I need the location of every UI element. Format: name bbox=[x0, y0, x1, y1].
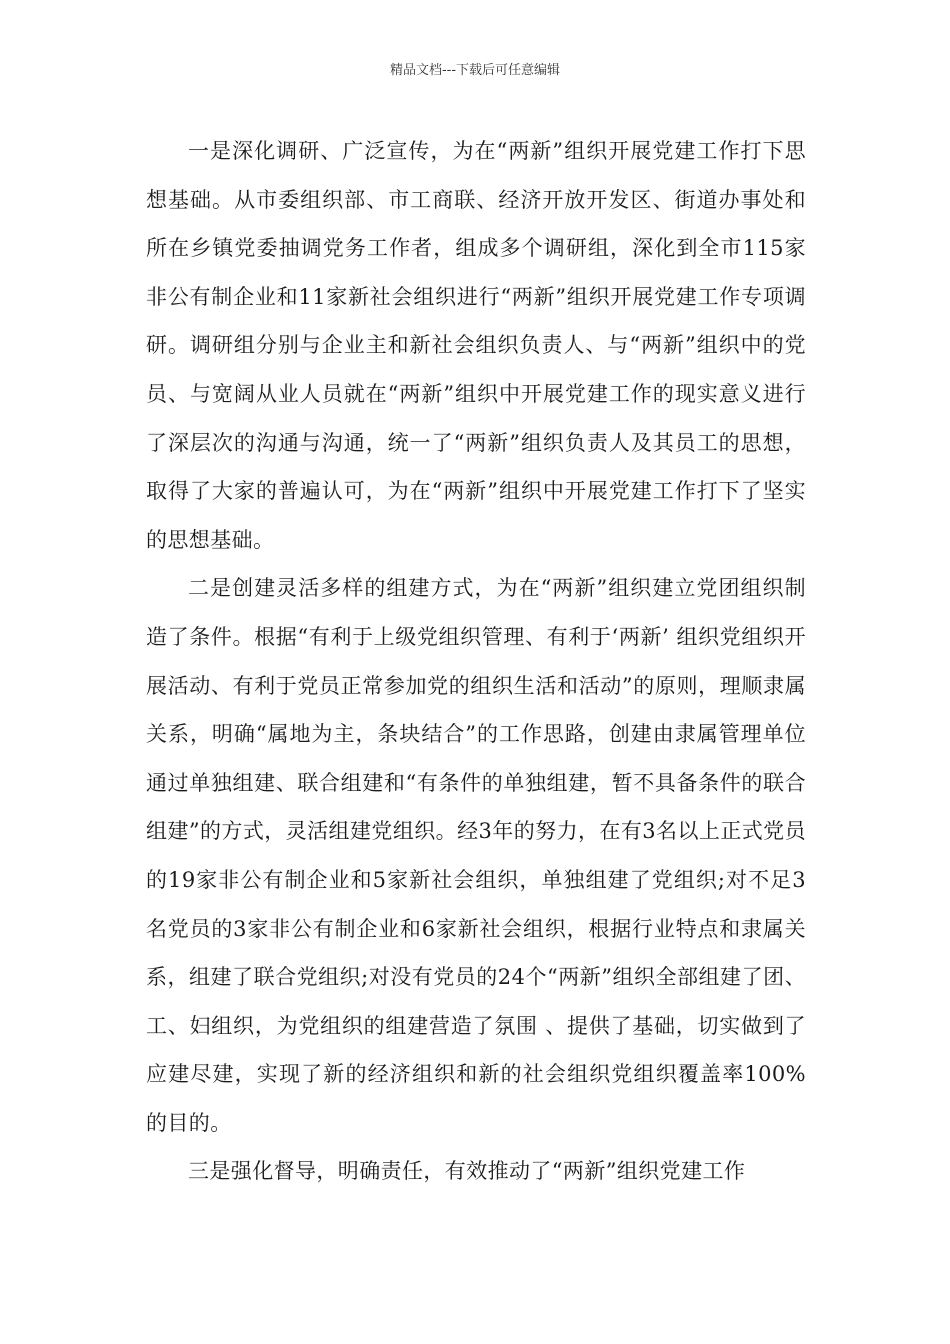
paragraph-1: 一是深化调研、广泛宣传，为在“两新”组织开展党建工作打下思想基础。从市委组织部、市工商联、经济开放开发区、街道办事处和所在乡镇党委抽调党务工作者，组成多个调研组，深化到全市115家非公有制企业和11家新社会组织进行“两新”组织开展党建工作专项调研。调研组分别与企业主和新社会组织负责人、与“两新”组织中的党员、与宽阔从业人员就在“两新”组织中开展党建工作的现实意义进行了深层次的沟通与沟通，统一了“两新”组织负责人及其员工的思想，取得了大家的普遍认可，为在“两新”组织中开展党建工作打下了坚实的思想基础。 bbox=[146, 139, 806, 552]
page-header: 精品文档---下载后可任意编辑 bbox=[389, 63, 561, 78]
paragraph-2: 二是创建灵活多样的组建方式，为在“两新”组织建立党团组织制造了条件。根据“有利于上级党组织管理、有利于‘两新’ 组织党组织开展活动、有利于党员正常参加党的组织生活和活动”的原则，理顺隶属关系，明确“属地为主，条块结合”的工作思路，创建由隶属管理单位通过单独组建、联合组建和“有条件的单独组建，暂不具备条件的联合组建”的方式，灵活组建党组织。经3年的努力，在有3名以上正式党员的19家非公有制企业和5家新社会组织，单独组建了党组织;对不足3名党员的3家非公有制企业和6家新社会组织，根据行业特点和隶属关系，组建了联合党组织;对没有党员的24个“两新”组织全部组建了团、工、妇组织，为党组织的组建营造了氛围 、提供了基础，切实做到了应建尽建，实现了新的经济组织和新的社会组织党组织覆盖率100%的目的。 bbox=[146, 576, 806, 1135]
document-body bbox=[146, 127, 806, 1196]
paragraph-3: 三是强化督导，明确责任，有效推动了“两新”组织党建工作 bbox=[188, 1159, 746, 1184]
